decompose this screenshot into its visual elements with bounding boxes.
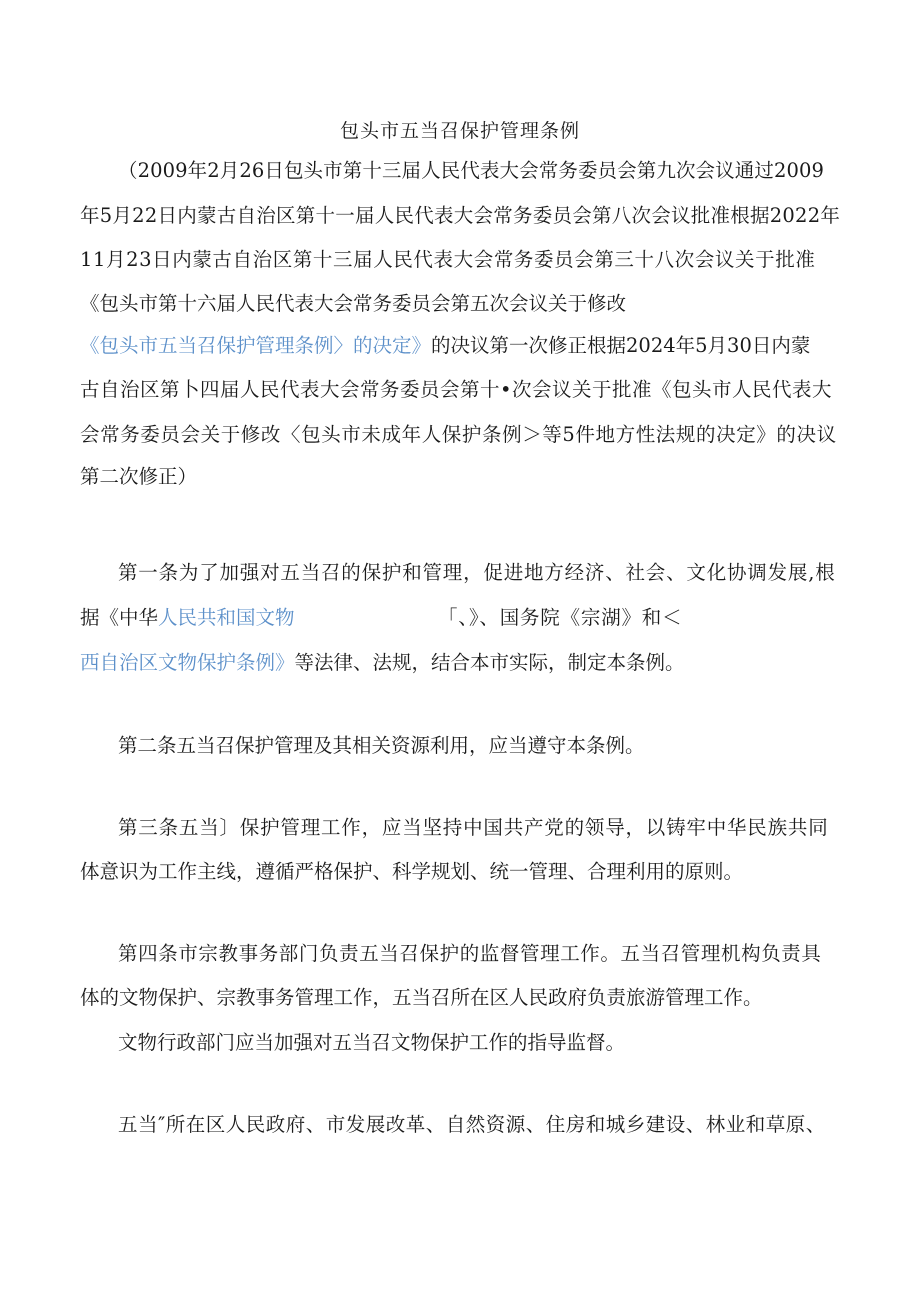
article-2-line-1: 第二条五当召保护管理及其相关资源利用，应当遵守本条例。 <box>118 734 645 757</box>
decision-link[interactable]: 《包头市五当召保护管理条例〉的决定》 <box>80 334 432 357</box>
document-title: 包头市五当召保护管理条例 <box>339 120 580 142</box>
preamble-line-7: 会常务委员会关于修改〈包头市未成年人保护条例＞等5件地方性法规的决定》的决议 <box>80 423 837 446</box>
preamble-line-1: （2009年2月26日包头市第十三届人民代表大会常务委员会第九次会议通过2009 <box>118 159 824 182</box>
preamble-line-5 <box>80 333 810 359</box>
article-1-line-2-b: 「、》、国务院《宗湖》和＜ <box>438 606 683 629</box>
preamble-line-2: 年5月22日内蒙古自治区第十一届人民代表大会常务委员会第八次会议批准根据2022年 <box>80 204 841 227</box>
article-1-line-1: 第一条为了加强对五当召的保护和管理，促进地方经济、社会、文化协调发展,根 <box>118 561 836 584</box>
regional-regulation-link[interactable]: 西自治区文物保护条例》 <box>80 651 295 674</box>
article-5-line-1: 五当″所在区人民政府、市发展改革、自然资源、住房和城乡建设、林业和草原、 <box>118 1113 826 1136</box>
article-4-line-1: 第四条市宗教事务部门负责五当召保护的监督管理工作。五当召管理机构负责具 <box>118 942 822 965</box>
preamble-line-8: 第二次修正） <box>80 465 198 488</box>
article-1-line-3 <box>80 650 685 676</box>
article-4-line-2: 体的文物保护、宗教事务管理工作，五当召所在区人民政府负责旅游管理工作。 <box>80 986 763 1009</box>
preamble-line-4: 《包头市第十六届人民代表大会常务委员会第五次会议关于修改 <box>80 292 627 315</box>
cultural-relics-law-link[interactable]: 人民共和国文物 <box>158 606 295 629</box>
article-1-line-3-text: 等法律、法规，结合本市实际，制定本条例。 <box>294 651 685 674</box>
article-4-line-3: 文物行政部门应当加强对五当召文物保护工作的指导监督。 <box>118 1031 626 1054</box>
preamble-line-6: 古自治区第卜四届人民代表大会常务委员会第十•次会议关于批准《包头市人民代表大 <box>80 378 833 401</box>
article-3-line-2: 体意识为工作主线，遵循严格保护、科学规划、统一管理、合理利用的原则。 <box>80 860 744 883</box>
preamble-line-3: 11月23日内蒙古自治区第十三届人民代表大会常务委员会第三十八次会议关于批准 <box>80 248 816 271</box>
preamble-line-5-text: 的决议第一次修正根据2024年5月30日内蒙 <box>431 334 811 357</box>
article-1-line-2-a: 据《中华 <box>80 606 159 629</box>
article-3-line-1: 第三条五当〕保护管理工作，应当坚持中国共产党的领导，以铸牢中华民族共同 <box>118 816 829 839</box>
